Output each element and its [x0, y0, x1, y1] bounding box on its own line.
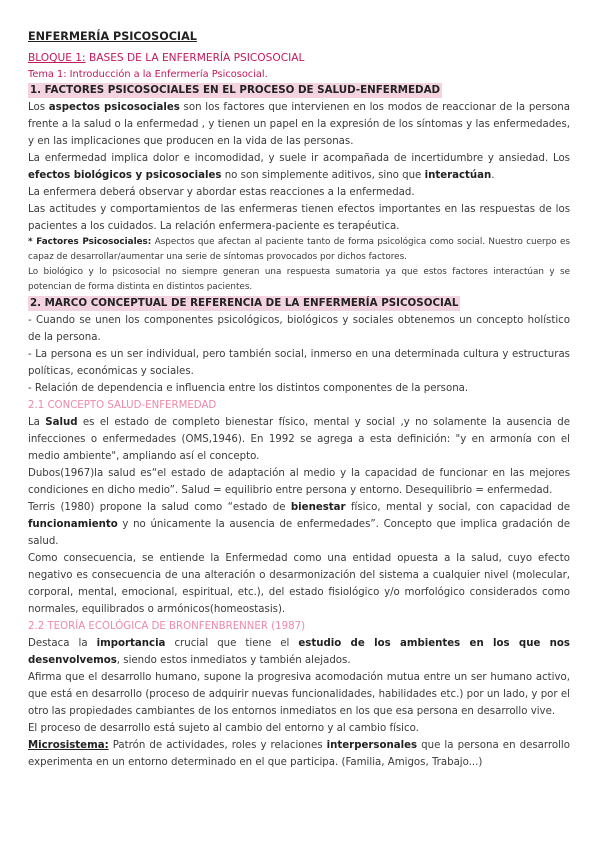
paragraph-6: Lo biológico y lo psicosocial no siempre generan una respuesta sumatoria ya que estos factores interactúan y se potencian de forma distinta en distintos pacientes. — [28, 267, 570, 292]
paragraph-4: Las actitudes y comportamientos de las enfermeras tienen efectos importantes en las respuestas de los pacientes a los cuidados. La relación enfermera-paciente es terapéutica. — [28, 204, 570, 232]
text: . — [491, 170, 495, 181]
bold-text: interactúan — [424, 170, 492, 181]
text: Destaca la — [28, 638, 97, 649]
document-title: ENFERMERÍA PSICOSOCIAL — [28, 30, 197, 43]
text: , siendo estos inmediatos y también alejados. — [116, 655, 351, 666]
text: Terris (1980) propone la salud como “estado de — [28, 502, 291, 513]
bold-text: funcionamiento — [28, 519, 118, 530]
paragraph-11 — [28, 635, 570, 669]
text: y no únicamente la ausencia de enfermedades”. Concepto que implica gradación de salud. — [28, 519, 570, 547]
bold-text: importancia — [96, 638, 166, 649]
bold-text: * Factores Psicosociales: — [28, 237, 152, 247]
bold-text: Salud — [45, 417, 78, 428]
paragraph-10: Como consecuencia, se entiende la Enfermedad como una entidad opuesta a la salud, cuyo efecto negativo es consecuencia de una alteración o desarmonización del sistema a cualquier nivel (molecular, corporal, mental, emocional, espiritual, etc.), del estado fisiológico y/o morfológico considerados como normales, equilibrados o armónicos(homeostasis). — [28, 553, 570, 615]
paragraph-9 — [28, 499, 570, 550]
text: crucial que tiene el — [165, 638, 299, 649]
text: La — [28, 417, 46, 428]
text: Aspectos que afectan al paciente tanto de forma psicológica como social. Nuestro cuerpo es capaz de desarrollar/aumentar una serie de síntomas provocados por dichos factores. — [28, 237, 570, 262]
text: es el estado de completo bienestar físico, mental y social ,y no solamente la ausencia de infecciones o enfermedades (OMS,1946). En 1992 se agrega a esta definición: "y en armonía con el medio ambiente", ampliando así el concepto. — [28, 417, 570, 462]
text: son los factores que intervienen en los modos de reaccionar de la persona frente a la salud o la enfermedad , y tienen un papel en la expresión de los síntomas y las enfermedades, y en las implicaciones que producen en la vida de las personas. — [28, 102, 570, 147]
bullet-3: - Relación de dependencia e influencia entre los distintos componentes de la persona. — [28, 383, 469, 394]
paragraph-8: Dubos(1967)la salud es“el estado de adaptación al medio y la capacidad de funcionar en las mejores condiciones en dicho medio”. Salud = equilibrio entre persona y entorno. Desequilibrio = enfermedad. — [28, 468, 570, 496]
paragraph-13: El proceso de desarrollo está sujeto al cambio del entorno y al cambio físico. — [28, 723, 419, 734]
bold-text: aspectos psicosociales — [48, 102, 180, 113]
paragraph-1 — [28, 99, 570, 150]
section-2-heading: 2. MARCO CONCEPTUAL DE REFERENCIA DE LA ENFERMERÍA PSICOSOCIAL — [30, 297, 459, 309]
text: que la persona en desarrollo experimenta en un entorno determinado en el que participa. (Familia, Amigos, Trabajo...) — [28, 740, 570, 768]
block-prefix: BLOQUE 1: — [28, 52, 86, 64]
bold-text: bienestar — [290, 502, 346, 513]
topic-title: Tema 1: Introducción a la Enfermería Psicosocial. — [28, 69, 268, 80]
bullet-1: - Cuando se unen los componentes psicológicos, biológicos y sociales obtenemos un concepto holístico de la persona. — [28, 315, 570, 343]
text: físico, mental y social, con capacidad de — [345, 502, 571, 513]
paragraph-5 — [28, 235, 570, 265]
block-title — [28, 50, 570, 67]
bold-text: estudio de los ambientes en los que nos desenvolvemos — [28, 638, 570, 666]
paragraph-12: Afirma que el desarrollo humano, supone la progresiva acomodación mutua entre un ser humano activo, que está en desarrollo (proceso de adquirir nuevas funcionalidades, habilidades etc.) por un lado, y por el otro las propiedades cambiantes de los entornos inmediatos en los que esa persona en desarrollo vive. — [28, 672, 570, 717]
paragraph-7 — [28, 414, 570, 465]
text: no son simplemente aditivos, sino que — [221, 170, 425, 181]
text: Patrón de actividades, roles y relaciones — [108, 740, 327, 751]
paragraph-2 — [28, 150, 570, 184]
section-1-heading: 1. FACTORES PSICOSOCIALES EN EL PROCESO DE SALUD-ENFERMEDAD — [30, 84, 441, 96]
text: Los — [28, 102, 49, 113]
paragraph-14 — [28, 737, 570, 771]
document-page — [28, 27, 570, 771]
paragraph-3: La enfermera deberá observar y abordar estas reacciones a la enfermedad. — [28, 187, 415, 198]
bold-underlined-term: Microsistema: — [28, 740, 109, 751]
text: La enfermedad implica dolor e incomodidad, y suele ir acompañada de incertidumbre y ansiedad. Los — [28, 153, 570, 164]
bold-text: efectos biológicos y psicosociales — [28, 170, 222, 181]
bullet-2: - La persona es un ser individual, pero también social, inmerso en una determinada cultura y estructuras políticas, económicas y sociales. — [28, 349, 570, 377]
subsection-2-2-heading: 2.2 TEORÍA ECOLÓGICA DE BRONFENBRENNER (1987) — [28, 621, 306, 632]
subsection-2-1-heading: 2.1 CONCEPTO SALUD-ENFERMEDAD — [28, 400, 217, 411]
bold-text: interpersonales — [326, 740, 418, 751]
block-name: BASES DE LA ENFERMERÍA PSICOSOCIAL — [85, 52, 305, 64]
